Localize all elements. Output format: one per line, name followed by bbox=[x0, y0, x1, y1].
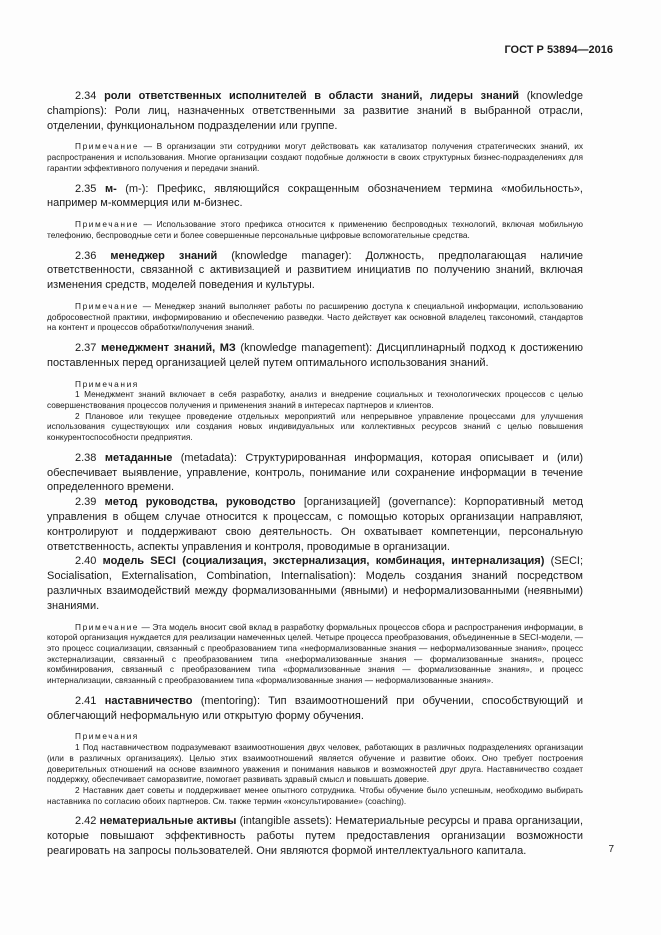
definition-text: (metadata): Структурированная информация, которая описывает и (или) обеспечивает выявление, управление, контроль, понимание или сохранение информации в течение определенного времени. bbox=[47, 451, 583, 494]
definition-2-36 bbox=[47, 249, 583, 293]
note-label: Примечание bbox=[75, 621, 140, 632]
term-number: 2.36 bbox=[75, 249, 97, 262]
definition-2-34 bbox=[47, 89, 583, 133]
term: м- bbox=[104, 182, 117, 195]
note-2-34 bbox=[47, 141, 583, 173]
note-item: 1 Под наставничеством подразумевают взаимоотношения двух человек, работающих в различных подразделениях организации (или в различных организациях). Целью этих взаимоотношений является обучение и развитие обоих. Оно требует построения доверительных отношений на основе взаимного уважения и понимания навыков и возможностей друг друга. Наставничество создает поддержку, обеспечивает саморазвитие, помогает развивать здравый смысл и повышать доверие. bbox=[47, 742, 583, 785]
definition-2-39 bbox=[47, 495, 583, 554]
definition-2-42 bbox=[47, 814, 583, 858]
note-text: — Менеджер знаний выполняет работы по расширению доступа к специальной информации, использованию добросовестной практики, информированию и обеспечению разведки. Часто действует как основной владелец таксономий, стандартов на контент и процессов обработки/получения знаний. bbox=[47, 300, 583, 333]
term-number: 2.42 bbox=[75, 815, 97, 828]
note-item: 1 Менеджмент знаний включает в себя разработку, анализ и внедрение социальных и технологических процессов с целью совершенствования процессов получения и применения знаний в интересах партнеров и клиентов. bbox=[47, 389, 583, 410]
term: метаданные bbox=[104, 451, 173, 464]
note-label: Примечание bbox=[75, 300, 140, 311]
definition-text: [организацией] (governance): Корпоративный метод управления в общем случае относится к процессам, с помощью которых организации направляют, контролируют и поддерживают свою деятельность. Он охватывает компетенции, персональную ответственность, аспекты управления и контроля, проводимые в организации. bbox=[47, 496, 583, 553]
definition-text: (SECI; Socialisation, Externalisation, Combination, Internalisation): Модель создания знаний посредством различных взаимодействий между формализованными (явными) и неформализованными (неявными) знаниями. bbox=[47, 555, 583, 612]
definition-text: (intangible assets): Нематериальные ресурсы и права организации, которые повышают эффективность работы путем предоставления организации возможности реагировать на запросы пользователей. Они являются формой интеллектуального капитала. bbox=[47, 815, 583, 857]
document-standard-number: ГОСТ Р 53894—2016 bbox=[504, 44, 613, 56]
note-item: 2 Наставник дает советы и поддерживает менее опытного сотрудника. Чтобы обучение было успешным, необходимо выбирать наставника по согласию обоих партнеров. См. также термин «консультирование» (coaching). bbox=[47, 784, 583, 806]
term-number: 2.41 bbox=[75, 694, 97, 707]
definition-text: (knowledge manager): Должность, предполагающая наличие ответственности, связанной с активизацией и развитием инициатив по получению знаний, включая изменения средств, моделей поведения и культуры. bbox=[47, 249, 583, 292]
term-number: 2.37 bbox=[75, 342, 97, 354]
definition-2-37 bbox=[47, 341, 583, 371]
note-text: — Использование этого префикса относится к применению беспроводных технологий, включая мобильную телефонию, беспроводные сети и более совершенные персональные цифровые вспомогательные средства. bbox=[47, 219, 583, 240]
term: роли ответственных исполнителей в области знаний, лидеры знаний bbox=[104, 90, 520, 102]
page-number: 7 bbox=[608, 844, 614, 855]
term: нематериальные активы bbox=[99, 815, 237, 828]
note-text: — В организации эти сотрудники могут действовать как катализатор получения стратегических знаний, их распространения и использования. Многие организации создают подобные должности в своих структурных бизнес-подразделениях для гарантии эффективного получения и передачи знаний. bbox=[47, 141, 583, 173]
term: модель SECI (социализация, экстернализация, комбинация, интернализация) bbox=[102, 555, 545, 568]
definition-text: (m-): Префикс, являющийся сокращенным обозначением термина «мобильность», например м-коммерция или м-бизнес. bbox=[47, 182, 583, 210]
term-number: 2.39 bbox=[75, 496, 97, 509]
term-number: 2.35 bbox=[75, 182, 97, 195]
definition-2-41 bbox=[47, 694, 583, 724]
term-number: 2.38 bbox=[75, 451, 97, 464]
note-2-36 bbox=[47, 301, 583, 333]
note-item: 2 Плановое или текущее проведение отдельных мероприятий или непрерывное управление процессами для улучшения использования существующих или создания новых индивидуальных или коллективных ресурсов знаний с целью повышения конкурентоспособности предприятия. bbox=[47, 410, 583, 443]
note-text: — Эта модель вносит свой вклад в разработку формальных процессов сбора и распространения информации, в которой организация нуждается для реализации намеченных целей. Четыре процесса преобразования, объединенные в SECI-модели, — это процесс социализации, связанный с преобразованием типа «неформализованные знания — неформализованные знания», процесс экстернализации, связанный с преобразованием типа «неформализованные знания — формализованные знания», процесс комбинирования, связанный с преобразованием типа «формализованные знания — формализованные знания», и процесс интернализации, связанный с преобразованием типа «формализованные знания — неформализованные знания». bbox=[47, 621, 583, 686]
term: менеджмент знаний, МЗ bbox=[101, 342, 236, 354]
definition-text: (knowledge management): Дисциплинарный подход к достижению поставленных перед организацией целей путем оптимального использования знаний. bbox=[47, 342, 583, 369]
note-label: Примечание bbox=[75, 219, 140, 230]
definition-2-35 bbox=[47, 182, 583, 212]
definition-text: (mentoring): Тип взаимоотношений при обучении, способствующий и облегчающий неформальную или открытую форму обучения. bbox=[47, 694, 583, 722]
term-number: 2.34 bbox=[75, 90, 97, 102]
note-label: Примечание bbox=[75, 141, 140, 152]
note-2-35 bbox=[47, 219, 583, 240]
notes-heading: Примечания bbox=[75, 378, 139, 389]
note-2-40 bbox=[47, 622, 583, 686]
definition-text: (knowledge champions): Роли лиц, назначенных ответственными за развитие знаний в выбранной отрасли, отделении, функциональном подразделении или группе. bbox=[47, 90, 583, 132]
notes-heading: Примечания bbox=[75, 731, 139, 742]
term: метод руководства, руководство bbox=[104, 496, 296, 509]
definition-2-40 bbox=[47, 554, 583, 613]
term: менеджер знаний bbox=[110, 249, 218, 262]
definition-2-38 bbox=[47, 451, 583, 495]
document-body bbox=[47, 89, 583, 859]
term: наставничество bbox=[104, 694, 193, 707]
term-number: 2.40 bbox=[75, 555, 97, 568]
